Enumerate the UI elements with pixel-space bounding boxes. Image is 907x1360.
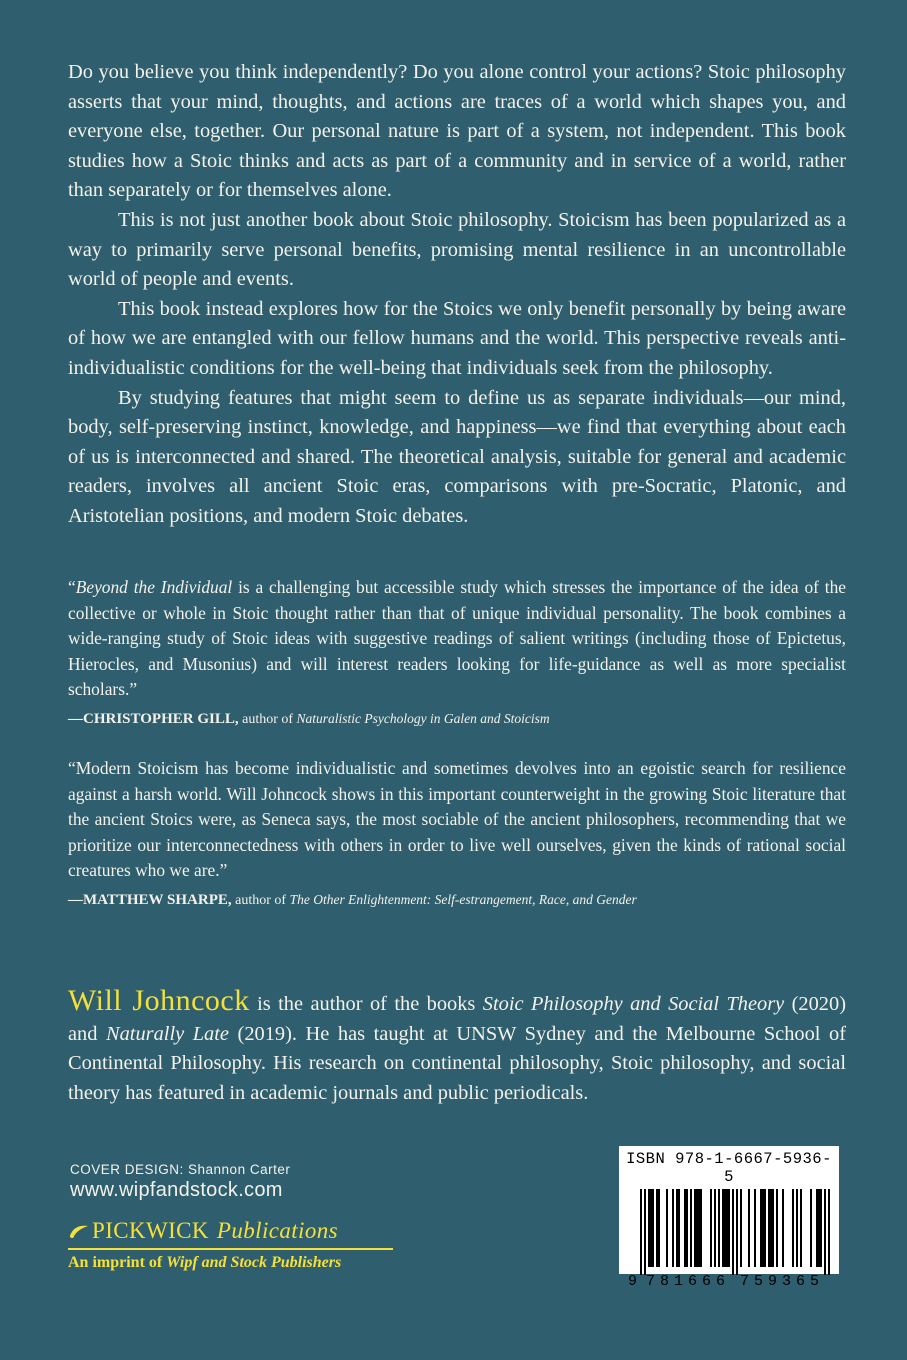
endorsement-text: “Modern Stoicism has become individualistic and sometimes devolves into an egoistic search for resilience against a harsh world. Will Johncock shows in this important counterweight in the growing Stoic literature that the ancient Stoics were, as Seneca says, the most sociable of the ancient philosophers, recommending that we prioritize our interconnectedness with others in order to live well ourselves, given the kinds of rational social creatures who we are.”: [68, 757, 846, 881]
imprint-prefix: An imprint of: [68, 1254, 167, 1271]
endorser-name: —CHRISTOPHER GILL,: [68, 710, 239, 727]
blurb-paragraph: This book instead explores how for the Stoics we only benefit personally by being aware of how we are entangled with our fellow humans and the world. This perspective reveals anti-individualistic conditions for the well-being that individuals seek from the philosophy.: [68, 297, 846, 379]
bio-book-title: Naturally Late: [106, 1022, 229, 1045]
publisher-name: [68, 1218, 398, 1244]
barcode-digit: 9: [628, 1273, 638, 1287]
barcode-digit: 9: [768, 1273, 778, 1287]
barcode-bar: [714, 1189, 716, 1267]
isbn-label: ISBN 978-1-6667-5936-5: [626, 1150, 832, 1186]
publisher-divider: [68, 1248, 393, 1250]
barcode-bar: [732, 1189, 734, 1275]
barcode-bar: [810, 1189, 812, 1267]
barcode-bar: [824, 1189, 826, 1275]
barcode-digit: 6: [702, 1273, 712, 1287]
endorsement-gill: [68, 575, 846, 730]
barcode-bar: [740, 1189, 742, 1267]
barcode-bar: [782, 1189, 784, 1267]
barcode-bar: [820, 1189, 822, 1267]
barcode-bar: [650, 1189, 652, 1267]
credits: [70, 1162, 290, 1202]
barcode-bar: [700, 1189, 702, 1267]
bio-text: is the author of the books: [249, 993, 483, 1015]
book-title-italic: Beyond the Individual: [75, 577, 233, 597]
barcode-digit: 5: [810, 1273, 820, 1287]
barcode-digit: 7: [740, 1273, 750, 1287]
publisher-name-text: PICKWICK: [92, 1218, 209, 1243]
blurb-paragraph: Do you believe you think independently? Do you alone control your actions? Stoic philosophy asserts that your mind, thoughts, and actions are traces of a world which shapes you, and everyone else, together. Our personal nature is part of a system, not independent. This book studies how a Stoic thinks and acts as part of a community and in service of a world, rather than separately or for themselves alone.: [68, 61, 846, 202]
bio-text: (2020) and: [68, 993, 846, 1045]
endorsement-text: [68, 575, 846, 703]
endorsements: [68, 575, 846, 911]
barcode-bar: [684, 1189, 686, 1267]
imprint-name: Wipf and Stock Publishers: [166, 1254, 342, 1271]
barcode-digit: 6: [796, 1273, 806, 1287]
endorsement-sharpe: [68, 756, 846, 911]
barcode-bar: [796, 1189, 798, 1267]
barcode-bar: [800, 1189, 802, 1267]
barcode-bar: [818, 1189, 820, 1267]
barcode-bar: [690, 1189, 692, 1267]
barcode-bar: [768, 1189, 770, 1267]
endorser-book: The Other Enlightenment: Self-estrangement, Race, and Gender: [289, 891, 637, 907]
barcode-bar: [770, 1189, 772, 1267]
publisher-website: www.wipfandstock.com: [70, 1179, 283, 1201]
barcode-bar: [828, 1189, 830, 1275]
endorser-book: Naturalistic Psychology in Galen and Stoicism: [296, 710, 550, 726]
barcode-bar: [644, 1189, 646, 1275]
barcode-bar: [678, 1189, 680, 1267]
barcode-digit: 6: [716, 1273, 726, 1287]
barcode-bar: [698, 1189, 700, 1267]
barcode-bar: [672, 1189, 674, 1267]
barcode-bar: [658, 1189, 660, 1267]
barcode-bar: [736, 1189, 738, 1275]
barcode-bar: [760, 1189, 762, 1267]
imprint-line: [68, 1254, 398, 1272]
open-quote: “: [68, 577, 76, 597]
barcode-bar: [656, 1189, 658, 1267]
barcode-bar: [652, 1189, 654, 1267]
barcode-bar: [696, 1189, 698, 1267]
endorser-name: —MATTHEW SHARPE,: [68, 891, 232, 908]
blurb-paragraph: By studying features that might seem to define us as separate individuals—our mind, body, self-preserving instinct, knowledge, and happiness—we find that everything about each of us is interconnected and shared. The theoretical analysis, suitable for general and academic readers, involves all ancient Stoic eras, comparisons with pre-Socratic, Platonic, and Aristotelian positions, and modern Stoic debates.: [68, 386, 846, 527]
author-of-text: author of: [238, 711, 297, 727]
barcode-bar: [724, 1189, 726, 1267]
endorsement-attribution: [68, 709, 846, 730]
barcode-bar: [722, 1189, 724, 1267]
barcode-bar: [686, 1189, 688, 1267]
barcode-graphic: [626, 1189, 832, 1287]
publisher-logo: [68, 1218, 398, 1272]
barcode-bar: [726, 1189, 728, 1267]
barcode-bar: [694, 1189, 696, 1267]
author-bio: [68, 986, 846, 1108]
barcode-bar: [710, 1189, 712, 1267]
barcode-bar: [648, 1189, 650, 1267]
barcode-bar: [762, 1189, 764, 1267]
back-cover-blurb: [68, 58, 846, 532]
barcode-bar: [816, 1189, 818, 1267]
barcode-bar: [772, 1189, 774, 1267]
barcode-bar: [640, 1189, 642, 1275]
isbn-barcode: [619, 1146, 839, 1287]
barcode-digit: 6: [688, 1273, 698, 1287]
barcode-digit: 5: [754, 1273, 764, 1287]
barcode-bar: [718, 1189, 720, 1267]
barcode-bar: [666, 1189, 668, 1267]
barcode-bar: [754, 1189, 756, 1267]
quote-body: is a challenging but accessible study which stresses the importance of the idea of the collective or whole in Stoic thought rather than that of unique individual personality. The book combines a wide-ranging study of Stoic ideas with suggestive readings of salient writings (including those of Epictetus, Hierocles, and Musonius) and will interest readers looking for life-guidance as well as more specialist scholars.”: [68, 577, 846, 700]
author-name: Will Johncock: [68, 984, 250, 1017]
bio-text: (2019). He has taught at UNSW Sydney and the Melbourne School of Continental Philosophy. His research on continental philosophy, Stoic philosophy, and social theory has featured in academic journals and public periodicals.: [68, 1022, 846, 1104]
barcode-bar: [792, 1189, 794, 1267]
blurb-paragraph: This is not just another book about Stoic philosophy. Stoicism has been popularized as a way to primarily serve personal benefits, promising mental resilience in an uncontrollable world of people and events.: [68, 208, 846, 291]
barcode-digit: 3: [782, 1273, 792, 1287]
bio-book-title: Stoic Philosophy and Social Theory: [482, 993, 785, 1015]
barcode-bar: [776, 1189, 778, 1267]
author-of-text: author of: [231, 892, 290, 908]
barcode-digit: 8: [660, 1273, 670, 1287]
publisher-name-italic: Publications: [216, 1218, 338, 1243]
barcode-bar: [676, 1189, 678, 1267]
cover-design-credit: COVER DESIGN: Shannon Carter: [70, 1162, 291, 1177]
barcode-digit: 7: [646, 1273, 656, 1287]
pickwick-logo-icon: [68, 1223, 90, 1239]
barcode-bar: [748, 1189, 750, 1267]
barcode-digit: 1: [674, 1273, 684, 1287]
endorsement-attribution: [68, 890, 846, 911]
barcode-bar: [764, 1189, 766, 1267]
barcode-bar: [728, 1189, 730, 1267]
